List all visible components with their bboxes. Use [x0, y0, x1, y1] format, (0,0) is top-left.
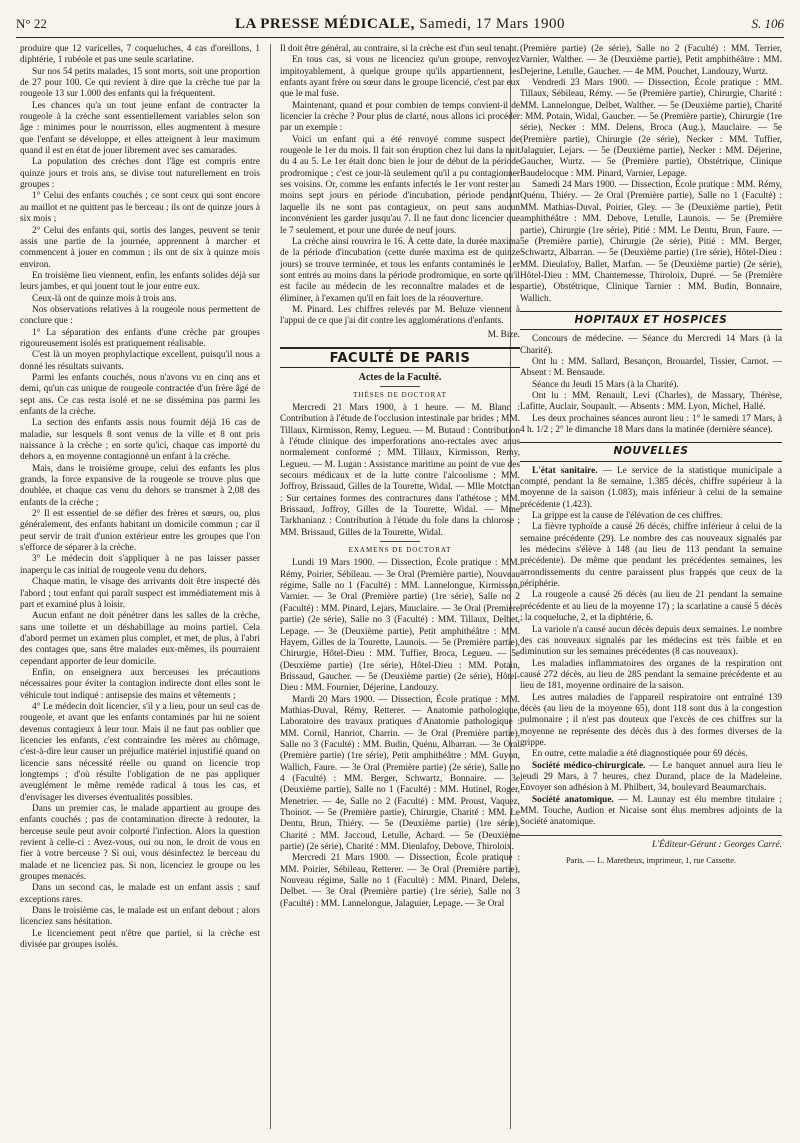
paragraph: Il doit être général, au contraire, si la crèche est d'un seul tenant.	[280, 44, 519, 54]
subsection-title: Actes de la Faculté.	[358, 372, 442, 384]
paragraph: Mardi 20 Mars 1900. — Dissection, École pratique : MM. Mathias-Duval, Rémy, Retterer. — Anatomie pathologique, Laboratoire des travaux pratiques d'Anatomie pathologique : MM. Cornil, Hanriot, Charrin. — 3e Oral (Première partie), Salle no 3 (Faculté) : MM. Budin, Quénu, Albarran. — 3e Oral (Première partie) (1re série), Petit amphithéâtre : MM. Guyon, Wallich, Faure. — 3e Oral (Première partie) (2e série), Salle no 4 (Faculté) : MM. Berger, Schwartz, Bonnaire. — 3e (Deuxième partie), Salle no 1 (Faculté) : MM. Hutinel, Roger, Menetrier. — 4e, Salle no 2 (Faculté) : MM. Proust, Vaquez, Thoinot. — 5e (Première partie), Chirurgie, Charité : MM. Le Dentu, Brun, Thiéry. — 5e (Deuxième partie) (1re série), Charité : MM. Jaccoud, Letulle, Achard. — 5e (Deuxième partie) (2e série), Charité : MM. Dieulafoy, Debove, Thiroloix.	[280, 694, 520, 853]
section-title-nouvelles: NOUVELLES	[520, 442, 782, 461]
paragraph: Maintenant, quand et pour combien de temps convient-il de licencier la crèche ? Pour plus de clarté, nous allons ici procéder par un exemple :	[280, 100, 520, 134]
paragraph: Dans un second cas, le malade est un enfant assis ; sauf exceptions rares.	[20, 883, 260, 905]
paragraph: Vendredi 23 Mars 1900. — Dissection, École pratique : MM. Tillaux, Sébileau, Rémy. — 5e (Première partie), Chirurgie, Charité : MM. Lannelongue, Delbet, Walther. — 5e (Deuxième partie), Charité : MM. Potain, Widal, Gaucher. — 5e (Première partie), Chirurgie (1re série), Necker : MM. Delens, Broca (Aug.), Mauclaire. — 5e (Première partie), Chirurgie (2e série), Necker : MM. Tuffier, Jalaguier, Lejars. — 5e (Deuxième partie), Necker : MM. Déjerine, Gaucher, Wurtz. — 5e (Première partie), Obstétrique, Clinique Baudelocque : MM. Pinard, Varnier, Lepage.	[520, 78, 782, 179]
label-examens: EXAMENS DE DOCTORAT	[348, 546, 452, 555]
news-text: En outre, cette maladie a été diagnostiquée pour 69 décès.	[532, 749, 748, 760]
paragraph: Chaque matin, le visage des arrivants doit être inspecté dès l'abord ; tout enfant qui paraît suspect est immédiatement mis à part et examiné plus à loisir.	[20, 577, 260, 610]
paragraph: Les deux prochaines séances auront lieu : 1° le samedi 17 Mars, à 4 h. 1/2 ; 2° le dimanche 18 Mars dans la matinée (dernière séance).	[520, 413, 782, 435]
paragraph: Ont lu : MM. Sallard, Besançon, Brouardel, Tissier, Carnot. — Absent : M. Bensaude.	[520, 356, 782, 379]
masthead	[235, 16, 565, 33]
column-3	[520, 44, 782, 1132]
paragraph: Aucun enfant ne doit pénétrer dans les salles de la crèche, sans une toilette et un déshabillage au moins partiel. Cela d'abord permet un examen plus complet, et met, de plus, à l'abri des contages que, sans être malades eux-mêmes, ils pourraient cependant apporter de leur domicile.	[20, 611, 260, 667]
paragraph: 2° Celui des enfants qui, sortis des langes, peuvent se tenir assis une partie de la journée, apprennent à marcher et commencent à jouer en commun ; ils ont de six à quinze mois environ.	[20, 225, 260, 270]
paragraph: Dans un premier cas, le malade appartient au groupe des enfants couchés ; pas de contamination directe à redouter, la berceuse seule peut avoir colporté l'infection. Alors la question revient à celle-ci : Avez-vous, oui ou non, le droit de vous en fier à votre berceuse ? Si oui, vous désinfectez le berceau du malade et ne licenciez pas. Si non, licenciez le groupe ou les groupes menacés.	[20, 804, 260, 883]
news-lead: Société médico-chirurgicale.	[532, 760, 646, 771]
news-item	[520, 522, 782, 590]
paragraph: 2° Il est essentiel de se défier des frères et sœurs, ou, plus généralement, des enfants habitant un domicile commun ; car il peut servir de trait d'union extérieur entre les groupes que l'on s'efforce de séparer à la crèche.	[20, 509, 260, 554]
paragraph: Dans le troisième cas, le malade est un enfant debout ; alors licenciez sans hésitation.	[20, 906, 260, 928]
news-item	[520, 466, 782, 511]
divider	[380, 386, 420, 387]
paragraph: 3° Le médecin doit s'appliquer à ne pas laisser passer inaperçu le cas initial de rougeole venu du dehors.	[20, 554, 260, 576]
paragraph: Séance du Jeudi 15 Mars (à la Charité).	[532, 379, 679, 390]
news-text: La rougeole a causé 26 décès (au lieu de 21 pendant la semaine précédente et au lieu de la moyenne 17) ; la scarlatine a causé 5 décès ; la coqueluche, 2, et la diphtérie, 6.	[520, 590, 782, 624]
paragraph: Le licenciement peut n'être que partiel, si la crèche est divisée par groupes isolés.	[20, 928, 260, 951]
section-title-faculte: FACULTÉ DE PARIS	[280, 347, 520, 368]
paragraph: 1° La séparation des enfants d'une crèche par groupes rigoureusement isolés est pratiquement réalisable.	[20, 327, 260, 349]
news-lead: Société anatomique.	[532, 794, 614, 805]
journal-title: LA PRESSE MÉDICALE,	[234, 16, 415, 32]
paragraph: Lundi 19 Mars 1900. — Dissection, École pratique : MM. Rémy, Poirier, Sébileau. — 3e Oral (Première partie), Nouveau régime, Salle no 1 (Faculté) : MM. Lannelongue, Kirmisson, Varnier. — 3e Oral (Première partie) (1re série), Salle no 2 (Faculté) : MM. Pinard, Lejars, Mauclaire. — 3e Oral (Première partie) (2e série), Salle no 3 (Faculté) : MM. Tillaux, Delbet, Lepage. — 3e (Deuxième partie), Petit amphithéâtre : MM. Hayem, Gilles de la Tourette, Launois. — 5e (Première partie), Chirurgie, Hôtel-Dieu : MM. Tuffier, Broca, Legueu. — 5e (Deuxième partie) (1re série), Hôtel-Dieu : MM. Potain, Brissaud, Gaucher. — 5e (Deuxième partie) (2e série), Hôtel-Dieu : MM. Fournier, Déjerine, Landouzy.	[280, 558, 520, 694]
news-text: — M. Launay est élu membre titulaire ; MM. Touche, Audion et Nicaise sont élus membres adjoints de la Société anatomique.	[520, 794, 782, 828]
paragraph: Nos observations relatives à la rougeole nous permettent de conclure que :	[20, 304, 260, 327]
column-divider	[270, 44, 271, 1129]
news-text: La grippe est la cause de l'élévation de ces chiffres.	[532, 511, 723, 522]
page-number: N° 22	[16, 16, 47, 31]
news-item	[520, 749, 782, 760]
folio: S. 106	[751, 16, 784, 31]
news-item	[520, 795, 782, 829]
news-text: La fièvre typhoïde a causé 26 décès, chiffre inférieur à celui de la semaine précédente (29). Le nombre des cas nouveaux signalés par les médecins s'élève à 148 (au lieu de 113 pendant la semaine précédente). De même que pendant les précédentes semaines, les arrondissements du centre paraissent plus frappés que ceux de la périphérie.	[520, 522, 782, 590]
column-1	[20, 44, 260, 1132]
paragraph: Concours de médecine. — Séance du Mercredi 14 Mars (à la Charité).	[520, 334, 782, 356]
column-2	[280, 44, 520, 1132]
divider	[380, 541, 420, 542]
paragraph: La crèche ainsi rouvrira le 16. À cette date, la durée maxima de la période d'incubation (cette durée maxima est de quinze jours) se trouve terminée, et tous les enfants contaminés le 1er sont entrés au moins dans la période prodromique, en sorte qu'il est facile au médecin de les reconnaître malades et de les éliminer, à l'examen qu'il en fait lors de la réouverture.	[280, 236, 520, 304]
printer-line: Paris. — L. Maretheux, imprimeur, 1, rue Cassette.	[566, 856, 736, 866]
page-header	[16, 16, 784, 38]
paragraph: Mercredi 21 Mars 1900. — Dissection, École pratique : MM. Poirier, Sébileau, Retterer. — 3e Oral (Première partie), Nouveau régime, Salle no 1 (Faculté) : MM. Pinard, Delens, Delbet. — 3e Oral (Première partie) (1re série), Salle no 3 (Faculté) : MM. Lannelongue, Jalaguier, Lepage. — 3e Oral	[280, 853, 520, 909]
paragraph: M. Pinard. Les chiffres relevés par M. Beluze viennent à l'appui de ce que j'ai dit contre les agglomérations d'enfants.	[280, 304, 520, 327]
paragraph: (Première partie) (2e série), Salle no 2 (Faculté) : MM. Terrier, Varnier, Walther. — 3e (Deuxième partie), Petit amphithéâtre : MM. Dejerine, Letulle, Gaucher. — 4e MM. Pouchet, Landouzy, Wurtz.	[520, 44, 782, 77]
news-text: — Le service de la statistique municipale a compté, pendant la 8e semaine, 1.385 décès, chiffre supérieur à la moyenne de la saison (1.083), mais inférieur à celui de la semaine précédente (1.423).	[520, 465, 782, 510]
news-text: La variole n'a causé aucun décès depuis deux semaines. Le nombre des cas nouveaux signalés par les médecins est très faible et en diminution sur les semaines précédentes (8 cas nouveaux).	[520, 624, 782, 658]
paragraph: Sur nos 54 petits malades, 15 sont morts, soit une proportion de 27 pour 100. Ce qui revient à dire que la crèche tue par la rougeole 13 sur 1.000 des enfants qui la fréquentent.	[20, 66, 260, 100]
author-signature: M. Bize.	[487, 329, 520, 340]
issue-date: Samedi, 17 Mars 1900	[419, 16, 566, 32]
news-item	[520, 761, 782, 795]
section-title-hopitaux: HOPITAUX ET HOSPICES	[520, 311, 782, 330]
label-theses: THÈSES DE DOCTORAT	[353, 390, 447, 399]
paragraph: 1° Celui des enfants couchés ; ce sont ceux qui sont encore au maillot et ne quittent pas le berceau ; ils ont de quinze jours à six mois ;	[20, 191, 260, 225]
news-text: Les autres maladies de l'appareil respiratoire ont entraîné 139 décès (au lieu de la moyenne 65), dont 118 sont dus à la congestion pulmonaire ; il n'est pas douteux que l'excès de ces chiffres sur la moyenne ne représente des décès dus à des formes diverses de la grippe.	[520, 692, 782, 748]
paragraph: Mercredi 21 Mars 1900, à 1 heure. — M. Blanc : Contribution à l'étude de l'occlusion intestinale par brides ; MM. Tillaux, Kirmisson, Remy, Legueu. — M. Butaud : Contribution à l'étude clinique des imperforations ano-rectales avec anus normalement conformé ; MM. Tillaux, Kirmisson, Remy, Legueu. — M. Lugan : Assistance maritime au point de vue des secours médicaux et de la lutte contre l'alcoolisme : MM. Joffroy, Brissaud, Gilles de la Tourette, Widal. — Mlle Motchan : Sur certaines formes des contractures dans l'athétose ; MM. Brissaud, Joffroy, Gilles de la Tourette, Widal. — Mme Tarkhanianz : Contribution à l'étude du fole dans la chlorose ; MM. Brissaud, Gilles de la Tourette, Widal.	[280, 402, 520, 538]
paragraph: C'est là un moyen prophylactique excellent, puisqu'il nous a donné les résultats suivants.	[20, 350, 260, 372]
paragraph: En troisième lieu viennent, enfin, les enfants solides déjà sur leurs jambes, et qui jouent tout le jour entre eux.	[20, 270, 260, 293]
news-item	[520, 511, 782, 522]
paragraph: Parmi les enfants couchés, nous n'avons vu en cinq ans et demi, qu'un cas unique de rougeole contractée d'un frère âgé de sept ans. Ce cas resta isolé et ne se dissémina pas parmi les enfants de la crèche.	[20, 372, 260, 417]
news-item	[520, 590, 782, 624]
news-text: Les maladies inflammatoires des organes de la respiration ont causé 272 décès, au lieu de 285 pendant la semaine précédente et au lieu de 181, moyenne ordinaire de la saison.	[520, 658, 782, 692]
paragraph: Enfin, on enseignera aux berceuses les précautions nécessaires pour éviter la contagion indirecte dont elles sont le véhicule tout indiqué : antisepsie des mains et vêtements ;	[20, 667, 260, 701]
paragraph: Les chances qu'a un tout jeune enfant de contracter la rougeole à la crèche sont essentiellement variables selon son âge : minimes pour le nourrisson, elles augmentent à mesure que l'enfant se développe, et elles atteignent à leur maximum quand il est en état de jouer librement avec ses camarades.	[20, 100, 260, 157]
paragraph: La section des enfants assis nous fournit déjà 16 cas de maladie, sur lesquels 8 sont venus de la ville et 8 ont pris naissance à la crèche ; en sorte qu'ici, chaque cas importé du dehors a, en moyenne contagionné un enfant à la crèche.	[20, 418, 260, 463]
paragraph: 4° Le médecin doit licencier, s'il y a lieu, pour un seul cas de rougeole, et avant que les enfants contaminés par lui ne soient devenus contagieux à leur tour. Mais il ne faut pas oublier que licencier les enfants, c'est contraindre les mères au chômage, c'est-à-dire leur causer un préjudice matériel injustifié quand on licencie sans nécessité réelle ou quand on licencie trop longtemps ; d'où résulte l'obligation de ne pas appliquer aveuglément le même remède radical à tous les cas, et d'envisager les diverses éventualités possibles.	[20, 701, 260, 803]
paragraph: En tous cas, si vous ne licenciez qu'un groupe, renvoyez impitoyablement, à quelque groupe qu'ils appartiennent, les enfants ayant frère ou sœur dans le groupe licencié, c'est par eux que le mal fuse.	[280, 55, 520, 100]
paragraph: produire que 12 varicelles, 7 coqueluches, 4 cas d'oreillons, 1 diphtérie, 1 rubéole et pas une seule scarlatine.	[20, 44, 260, 66]
news-lead: L'état sanitaire.	[532, 465, 598, 476]
news-item	[520, 625, 782, 659]
paragraph: Mais, dans le troisième groupe, celui des enfants les plus grands, la force expansive de la rougeole se trouve plus que doublée, et chaque cas venu du dehors se transmet à 2,08 des enfants de la crèche ;	[20, 463, 260, 508]
paragraph: Samedi 24 Mars 1900. — Dissection, École pratique : MM. Rémy, Quénu, Thiéry. — 2e Oral (Première partie), Salle no 1 (Faculté) : MM. Mathias-Duval, Poirier, Gley. — 3e (Deuxième partie), Petit amphithéâtre : MM. Debove, Letulle, Launois. — 5e (Première partie), Chirurgie (1re série), Pitié : MM. Le Dentu, Brun, Faure. — 5e (Première partie), Chirurgie (2e série), Pitié : MM. Berger, Schwartz, Albarran. — 5e (Deuxième partie) (1re série), Hôtel-Dieu : MM. Dieulafoy, Ballet, Marfan. — 5e (Deuxième partie) (2e série), Hôtel-Dieu : MM. Chantemesse, Thiroloix, Dupré. — 5e (Première partie), Obstétrique, Clinique Tarnier : MM. Budin, Bonnaire, Wallich.	[520, 180, 782, 304]
paragraph: Ceux-là ont de quinze mois à trois ans.	[32, 293, 177, 304]
paragraph: Voici un enfant qui a été renvoyé comme suspect de rougeole le 1er du mois. Il fait son éruption chez lui dans la nuit du 4 au 5. Le 1er était donc bien le jour de début de la période prodromique ; c'est ce jour-là seulement qu'il a pu contagionner ses voisins. Or, comme les enfants infectés le 1er vont rester au moins sept jours en période d'incubation, période pendant laquelle ils ne sont pas contagieux, on peut sans aucun inconvénient les garder jusqu'au 7. Il ne faut donc licencier que le 7 seulement, et pour une durée de neuf jours.	[280, 134, 520, 236]
news-item	[520, 659, 782, 693]
news-item	[520, 693, 782, 750]
paragraph: La population des crèches dont l'âge est compris entre quinze jours et trois ans, se divise tout naturellement en trois groupes :	[20, 157, 260, 191]
editor-line: L'Éditeur-Gérant : Georges Carré.	[520, 835, 782, 851]
paragraph: Ont lu : MM. Renault, Levi (Charles), de Massary, Thérèse, Lafitte, Auclair, Soupault. — Absents : MM. Lyon, Michel, Hallé.	[520, 390, 782, 413]
news-text: — Le banquet annuel aura lieu le jeudi 29 Mars, à 7 heures, chez Durand, place de la Madeleine. Envoyer son adhésion à M. Philbert, 34, boulevard Beaumarchais.	[520, 760, 782, 794]
